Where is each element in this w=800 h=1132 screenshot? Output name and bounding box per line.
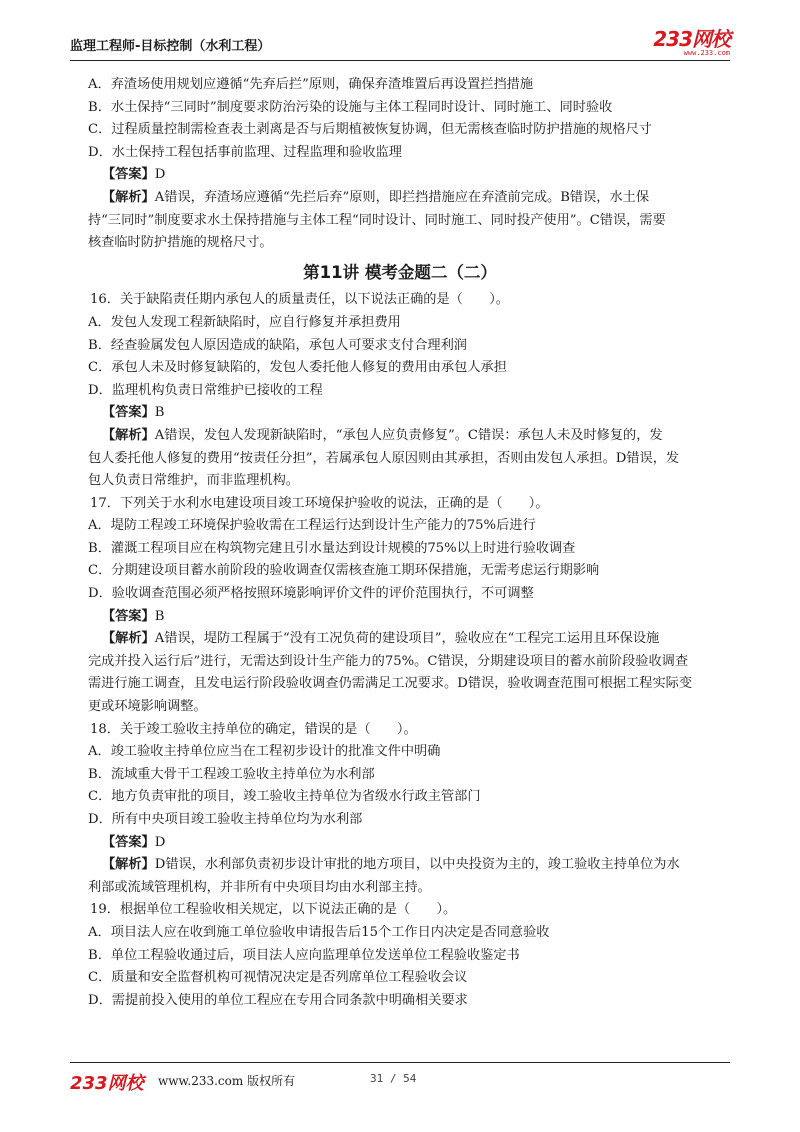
analysis-tag: 【解析】 [102,857,155,873]
analysis-text: A错误，弃渣场应遵循“先拦后弃”原则，即拦挡措施应在弃渣前完成。B错误，水土保 [154,189,650,205]
option-a: A．项目法人应在收到施工单位验收申请报告后15个工作日内决定是否同意验收 [88,924,550,940]
answer-value: D [154,834,166,850]
answer-line [88,606,712,629]
option-d: D．验收调查范围必须严格按照环境影响评价文件的评价范围执行，不可调整 [88,586,534,602]
option-d: D．水土保持工程包括事前监理、过程监理和验收监理 [88,144,402,160]
analysis-text: 更或环境影响调整。 [88,699,207,715]
option-a: A．堤防工程竣工环境保护验收需在工程运行达到设计生产能力的75%后进行 [88,518,536,534]
option-a: A．竣工验收主持单位应当在工程初步设计的批准文件中明确 [88,744,441,760]
option-b: B．经查验属发包人原因造成的缺陷，承包人可要求支付合理利润 [88,337,467,353]
analysis-text: 需进行施工调查，且发电运行阶段验收调查仍需满足工况要求。D错误，验收调查范围可根据工程实际变 [88,676,693,692]
page-number: 31 / 54 [370,1072,417,1085]
option-d: D．监理机构负责日常维护已接收的工程 [88,382,323,398]
analysis-text: 持“三同时”制度要求水土保持措施与主体工程“同时设计、同时施工、同时投产使用”。C错误，需要 [88,212,666,228]
footer-logo: 233网校 [70,1073,144,1094]
document-title: 监理工程师-目标控制（水利工程） [70,39,271,54]
question-stem: 18．关于竣工验收主持单位的确定，错误的是（ ）。 [90,721,417,737]
page-content [88,74,712,1012]
answer-tag: 【答案】 [102,405,155,421]
analysis-text: 完成并投入运行后”进行，无需达到设计生产能力的75%。C错误，分期建设项目的蓄水前阶段验收调查 [88,653,689,669]
answer-line [88,164,712,187]
answer-value: B [154,608,165,624]
analysis-text: 利部或流域管理机构，并非所有中央项目均由水利部主持。 [88,879,431,895]
copyright-text: www.233.com 版权所有 [158,1074,296,1088]
option-c: C．质量和安全监督机构可视情况决定是否列席单位工程验收会议 [88,970,468,986]
answer-line [88,402,712,425]
page-header [70,28,730,61]
option-c: C．地方负责审批的项目，竣工验收主持单位为省级水行政主管部门 [88,789,481,805]
logo-text: 233网校 [653,27,730,51]
option-a: A．发包人发现工程新缺陷时，应自行修复并承担费用 [88,314,401,330]
question-stem: 19．根据单位工程验收相关规定，以下说法正确的是（ ）。 [90,902,457,918]
option-b: B．水土保持“三同时”制度要求防治污染的设施与主体工程同时设计、同时施工、同时验收 [88,99,613,115]
analysis-text: D错误，水利部负责初步设计审批的地方项目，以中央投资为主的，竣工验收主持单位为水 [154,857,680,873]
analysis-text: 包人负责日常维护，而非监理机构。 [88,473,299,489]
option-c: C．过程质量控制需检查表土剥离是否与后期植被恢复协调，但无需核查临时防护措施的规格尺寸 [88,122,652,138]
analysis-text: 包人委托他人修复的费用“按责任分担”，若属承包人原因则由其承担，否则由发包人承担。D错误，发 [88,450,680,466]
option-d: D．所有中央项目竣工验收主持单位均为水利部 [88,812,363,827]
analysis-tag: 【解析】 [102,427,155,443]
analysis-tag: 【解析】 [102,631,155,647]
analysis-tag: 【解析】 [102,189,155,205]
option-c: C．承包人未及时修复缺陷的，发包人委托他人修复的费用由承包人承担 [88,360,507,376]
answer-tag: 【答案】 [102,834,155,850]
option-d: D．需提前投入使用的单位工程应在专用合同条款中明确相关要求 [88,992,468,1008]
analysis-line [88,425,712,448]
analysis-line [88,854,712,877]
section-title: 第11讲 模考金题二（二） [303,262,497,282]
answer-tag: 【答案】 [102,167,155,183]
analysis-line [88,628,712,651]
option-b: B．流域重大骨干工程竣工验收主持单位为水利部 [88,766,375,782]
analysis-text: 核查临时防护措施的规格尺寸。 [88,235,273,251]
option-c: C．分期建设项目蓄水前阶段的验收调查仅需核查施工期环保措施，无需考虑运行期影响 [88,563,600,579]
option-b: B．灌溉工程项目应在构筑物完建且引水量达到设计规模的75%以上时进行验收调查 [88,540,576,556]
answer-line [88,832,712,855]
analysis-text: A错误，发包人发现新缺陷时，“承包人应负责修复”。C错误：承包人未及时修复的，发 [154,427,663,443]
analysis-line [88,187,712,210]
option-b: B．单位工程验收通过后，项目法人应向监理单位发送单位工程验收鉴定书 [88,947,520,963]
question-stem: 17．下列关于水利水电建设项目竣工环境保护验收的说法，正确的是（ ）。 [90,495,549,511]
option-a: A．弃渣场使用规划应遵循“先弃后拦”原则，确保弃渣堆置后再设置拦挡措施 [88,77,534,92]
brand-logo [653,29,730,57]
answer-tag: 【答案】 [102,608,155,624]
page-footer [70,1062,730,1094]
analysis-text: A错误，堤防工程属于“没有工况负荷的建设项目”，验收应在“工程完工运用且环保设施 [154,631,660,647]
answer-value: D [154,167,166,183]
answer-value: B [154,405,165,421]
logo-url: www.233.com [683,49,730,57]
question-stem: 16．关于缺陷责任期内承包人的质量责任，以下说法正确的是（ ）。 [90,292,509,308]
